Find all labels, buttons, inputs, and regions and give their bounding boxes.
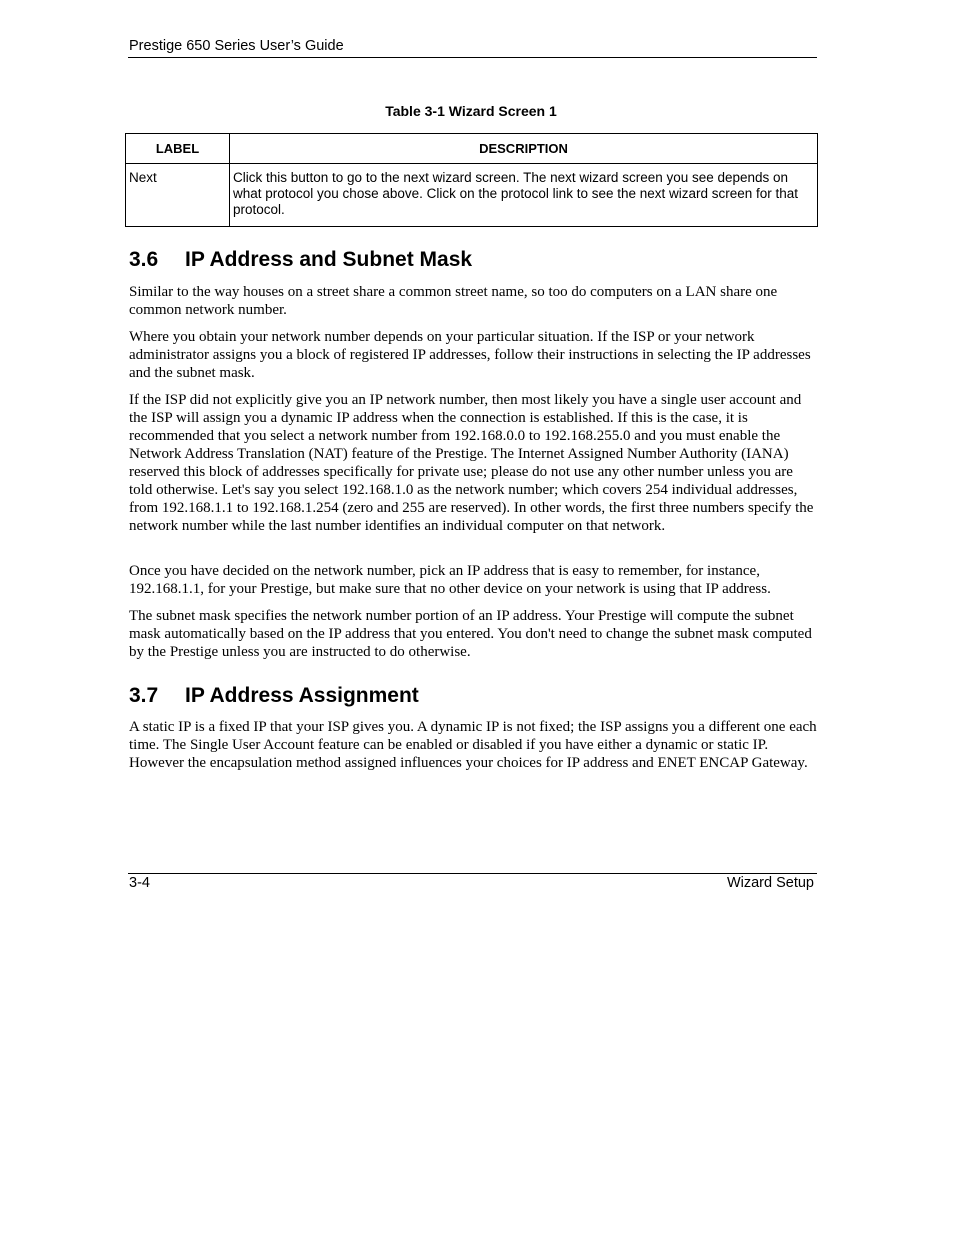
- section-title: IP Address and Subnet Mask: [185, 248, 473, 271]
- page-number: 3-4: [129, 875, 150, 891]
- section-heading-ip-address-subnet-mask: [129, 248, 472, 272]
- paragraph: The subnet mask specifies the network number portion of an IP address. Your Prestige will compute the subnet mask automatically based on the IP address that you entered. You don't need to change the subnet mask computed by the Prestige unless you are instructed to do otherwise.: [129, 608, 812, 660]
- paragraph: If the ISP did not explicitly give you an IP network number, then most likely you have a single user account and the ISP will assign you a dynamic IP address when the connection is established. If this is the case, it is recommended that you select a network number from 192.168.0.0 to 192.168.255.0 and you must enable the Network Address Translation (NAT) feature of the Prestige. The Internet Assigned Number Authority (IANA) reserved this block of addresses specifically for private use; please do not use any other number unless you are told otherwise. Let's say you select 192.168.1.0 as the network number; which covers 254 individual addresses, from 192.168.1.1 to 192.168.1.254 (zero and 255 are reserved). In other words, the first three numbers specify the network number while the last number identifies an individual computer on that network.: [129, 392, 814, 534]
- section-number: 3.7: [129, 684, 159, 707]
- paragraph: Once you have decided on the network number, pick an IP address that is easy to remember, for instance, 192.168.1.1, for your Prestige, but make sure that no other device on your network is using that IP address.: [129, 563, 771, 597]
- column-header-description: DESCRIPTION: [230, 134, 818, 164]
- table-header-row: [126, 134, 818, 164]
- paragraph: A static IP is a fixed IP that your ISP gives you. A dynamic IP is not fixed; the ISP assigns you a different one each time. The Single User Account feature can be enabled or disabled if you have either a dynamic or static IP. However the encapsulation method assigned influences your choices for IP address and ENET ENCAP Gateway.: [129, 719, 817, 771]
- section-heading-ip-address-assignment: [129, 684, 419, 708]
- section-title: IP Address Assignment: [185, 684, 419, 707]
- footer-divider: [128, 873, 817, 874]
- column-header-label: LABEL: [126, 134, 230, 164]
- wizard-screen-table: [125, 133, 818, 227]
- table-cell-description: Click this button to go to the next wizard screen. The next wizard screen you see depends on what protocol you chose above. Click on the protocol link to see the next wizard screen for that protocol.: [230, 164, 818, 227]
- section-number: 3.6: [129, 248, 159, 271]
- paragraph: Where you obtain your network number depends on your particular situation. If the ISP or your network administrator assigns you a block of registered IP addresses, follow their instructions in selecting the IP addresses and the subnet mask.: [129, 329, 811, 381]
- paragraph: Similar to the way houses on a street share a common street name, so too do computers on a LAN share one common network number.: [129, 284, 778, 318]
- table-row: [126, 164, 818, 227]
- chapter-title: Wizard Setup: [726, 875, 814, 891]
- header-title: Prestige 650 Series User’s Guide: [129, 38, 344, 54]
- header-divider: [128, 57, 817, 58]
- table-cell-label: Next: [126, 164, 230, 227]
- table-caption: Table 3-1 Wizard Screen 1: [385, 103, 557, 119]
